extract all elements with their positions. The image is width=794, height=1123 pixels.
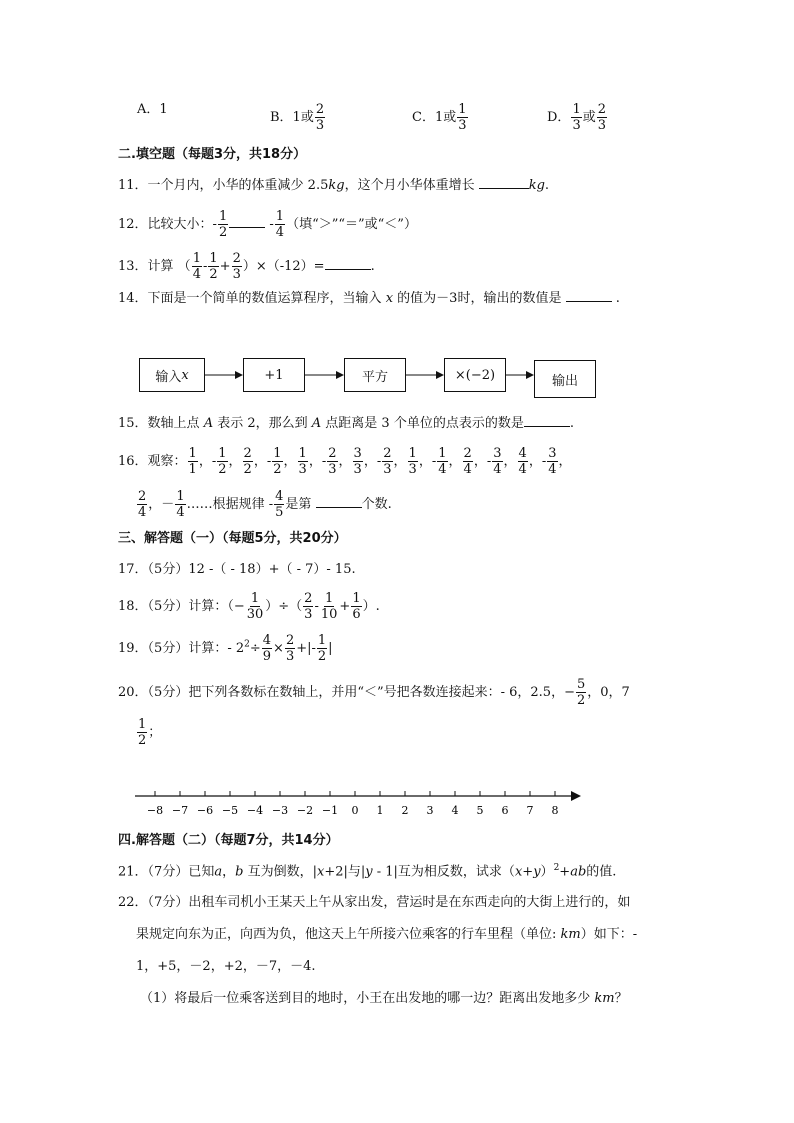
section-solve-1-title: 三、解答题（一）（每题5分，共20分） — [118, 531, 347, 546]
sequence-term: - $\frac{2}{3}$ — [376, 446, 392, 477]
question-15: 15．数轴上点 A 表示 2，那么到 A 点距离是 3 个单位的点表示的数是 . — [118, 416, 574, 431]
section-fill-blank-title: 二.填空题（每题3分，共18分） — [118, 147, 307, 162]
sequence-term: - $\frac{1}{4}$ — [431, 446, 447, 477]
number-line-label: 0 — [351, 804, 359, 817]
question-11: 11．一个月内，小华的体重减少 2.5kg，这个月小华体重增长 kg. — [118, 178, 550, 193]
question-17: 17．（5分）12 -（ - 18）+（ - 7）- 15. — [118, 562, 356, 577]
number-line-label: −4 — [246, 804, 264, 817]
sequence-term: $\frac{1}{3}$ — [298, 446, 307, 477]
number-line — [135, 788, 585, 822]
choice-d: D． $\frac{1}{3}$ 或 $\frac{2}{3}$ — [547, 102, 607, 133]
number-line-label: −7 — [171, 804, 189, 817]
sequence-term: $\frac{4}{4}$ — [518, 446, 527, 477]
flow-square-box: 平方 — [344, 358, 406, 392]
sequence-term: - $\frac{3}{4}$ — [541, 446, 557, 477]
question-16-line2: $\frac{2}{4}$ ，－ $\frac{1}{4}$ ……根据规律 - $\frac{4}{5}$ 是第 个数. — [138, 489, 392, 520]
number-line-label: 6 — [501, 804, 509, 817]
flow-times-box: ×(−2) — [444, 358, 506, 392]
sequence-term: $\frac{2}{2}$ — [243, 446, 252, 477]
flow-plus-one-box: +1 — [243, 358, 305, 392]
sequence-term: $\frac{1}{3}$ — [408, 446, 417, 477]
question-19: 19．（5分）计算：- $2^2\div$ $\frac{4}{9}$ × $\frac{2}{3}$ +|- $\frac{1}{2}$ | — [118, 633, 333, 664]
sequence-term: $\frac{1}{1}$ — [188, 446, 197, 477]
number-line-label: −2 — [296, 804, 314, 817]
number-line-label: 1 — [376, 804, 384, 817]
question-12: 12．比较大小：- $\frac{1}{2}$ - $\frac{1}{4}$ （填“＞”“＝”或“＜”） — [118, 209, 417, 240]
number-line-label: 5 — [476, 804, 484, 817]
sequence-term: - $\frac{1}{2}$ — [211, 446, 227, 477]
number-line-label: 2 — [401, 804, 409, 817]
number-line-arrow — [571, 791, 581, 801]
sequence-term: - $\frac{2}{3}$ — [321, 446, 337, 477]
question-18: 18．（5分）计算：（− $\frac{1}{30}$ ）÷（ $\frac{2}{3}$ - $\frac{1}{10}$ + $\frac{1}{6}$ ）. — [118, 591, 380, 622]
flow-arrows — [205, 365, 545, 385]
flow-input-box: 输入 x — [139, 358, 205, 392]
number-line-label: −6 — [196, 804, 214, 817]
sequence-term: - $\frac{3}{4}$ — [486, 446, 502, 477]
question-21: 21．（7分）已知a，b 互为倒数，|x+2|与|y - 1|互为相反数，试求$(x+y)^2+ab$的值. — [118, 863, 617, 880]
number-line-label: 4 — [451, 804, 459, 817]
number-line-label: 3 — [426, 804, 434, 817]
sequence-term: $\frac{3}{3}$ — [353, 446, 362, 477]
number-line-label: −3 — [271, 804, 289, 817]
number-line-label: 8 — [551, 804, 559, 817]
section-solve-2-title: 四.解答题（二）（每题7分，共14分） — [118, 833, 339, 848]
number-line-label: −1 — [321, 804, 339, 817]
choice-a: A．1 — [137, 102, 168, 117]
number-line-label: 7 — [526, 804, 534, 817]
question-22-part1: （1）将最后一位乘客送到目的地时，小王在出发地的哪一边？距离出发地多少 km？ — [140, 991, 628, 1006]
question-20: 20．（5分）把下列各数标在数轴上，并用“＜”号把各数连接起来：- 6，2.5，− $\frac{5}{2}$ ，0，7 — [118, 677, 630, 708]
question-16: 16．观察： $\frac{1}{1}$ ，- $\frac{1}{2}$ ， $\frac{2}{2}$ ，- $\frac{1}{2}$ ， $\frac{1}{3}$ ，- $\frac{2}{3}$ ， $\frac{3}{3}$ ，- $\frac{2}{3}$ ， $\frac{1}{3}$ ，- $\frac{1}{4}$ ， $\frac{2}{4}$ ，- $\frac{3}{4}$ ， $\frac{4}{4}$ ，- $\frac{3}{4}$ ， — [118, 446, 572, 477]
question-13: 13．计算 （ $\frac{1}{4}$ - $\frac{1}{2}$ + $\frac{2}{3}$ ）×（-12）= . — [118, 251, 375, 282]
question-22-line2: 果规定向东为正，向西为负，他这天上午所接六位乘客的行车里程（单位: km）如下：- — [136, 927, 638, 942]
flow-output-box: 输出 — [534, 360, 596, 398]
question-22-line3: 1，+5，－2，+2，－7，－4. — [136, 959, 316, 974]
choice-b: B．1或 $\frac{2}{3}$ — [270, 102, 325, 133]
number-line-label: −5 — [221, 804, 239, 817]
number-line-label: −8 — [146, 804, 164, 817]
sequence-term: $\frac{2}{4}$ — [463, 446, 472, 477]
sequence-term: - $\frac{1}{2}$ — [266, 446, 282, 477]
question-22-line1: 22．（7分）出租车司机小王某天上午从家出发，营运时是在东西走向的大街上进行的，如 — [118, 895, 631, 910]
choice-c: C．1或 $\frac{1}{3}$ — [412, 102, 467, 133]
question-14: 14．下面是一个简单的数值运算程序，当输入 x 的值为－3时，输出的数值是 . — [118, 291, 620, 306]
question-20-cont: $\frac{1}{2}$ ； — [138, 717, 162, 748]
